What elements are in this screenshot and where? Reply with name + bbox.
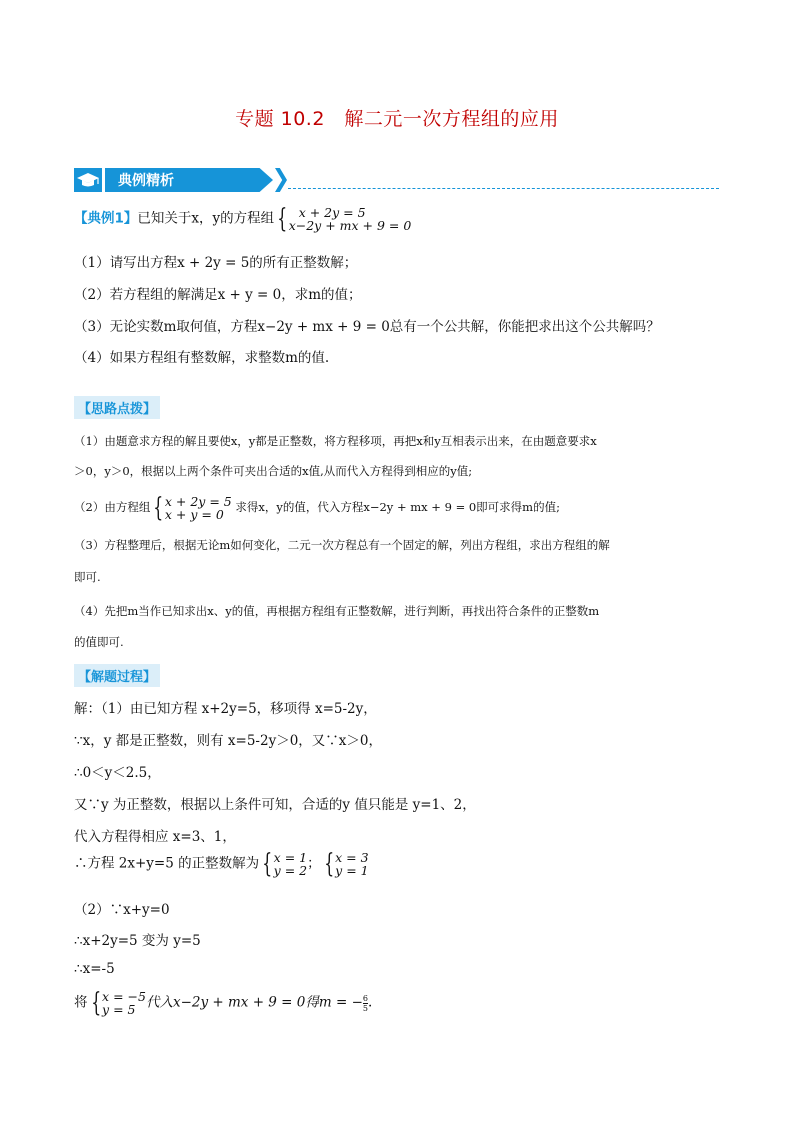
graduation-cap-icon [74, 168, 102, 192]
hint-tag: 【思路点拨】 [74, 396, 160, 419]
left-brace: { [323, 849, 334, 879]
hint-2-suffix: 求得x，y的值，代入方程x−2y + mx + 9 = 0即可求得m的值; [235, 500, 560, 514]
solution-line-9: ∴x=-5 [74, 961, 115, 977]
solution-line-6 [74, 851, 369, 877]
solution-line-7: （2）∵x+y=0 [74, 902, 170, 918]
separator: ； [307, 855, 321, 872]
solution-line-6-text: ∴方程 2x+y=5 的正整数解为 [74, 855, 260, 872]
left-brace: { [277, 204, 288, 234]
solution-line-2: ∵x，y 都是正整数，则有 x=5-2y＞0，又∵x＞0， [74, 733, 382, 749]
equation-2: x + y = 0 [164, 507, 224, 522]
dashed-divider [288, 188, 719, 189]
solution-line-1: 解：（1）由已知方程 x+2y=5，移项得 x=5-2y， [74, 701, 377, 717]
question-3: （3）无论实数m取何值，方程x−2y + mx + 9 = 0总有一个公共解，你能把求出这个公共解吗？ [74, 319, 660, 335]
chevron-right-icon [275, 168, 287, 192]
substitution-x: x = −5 [102, 989, 146, 1004]
question-1: （1）请写出方程x + 2y = 5的所有正整数解； [74, 255, 358, 271]
solution-line-3: ∴0＜y＜2.5， [74, 765, 161, 781]
equation-2: x−2y + mx + 9 = 0 [288, 218, 412, 233]
hint-4a: （4）先把m当作已知求出x、y的值，再根据方程组有正整数解，进行判断，再找出符合条件的正整数m [74, 604, 600, 618]
solution-pair-2-x: x = 3 [335, 850, 369, 865]
hint-2 [74, 495, 560, 521]
example-header [74, 206, 411, 232]
example-tag: 【典例1】 [74, 210, 138, 227]
fraction-denominator: 5 [362, 1003, 368, 1013]
period: . [367, 994, 373, 1011]
section-label: 典例精析 [118, 173, 174, 189]
solution-pair-2-y: y = 1 [335, 863, 369, 878]
left-brace: { [153, 493, 164, 523]
solution-line-5: 代入方程得相应 x=3、1， [74, 829, 236, 845]
question-4: （4）如果方程组有整数解，求整数m的值. [74, 350, 330, 366]
example-intro: 已知关于x，y的方程组 [137, 210, 275, 227]
hint-1a: （1）由题意求方程的解且要使x，y都是正整数，将方程移项，再把x和y互相表示出来，在由题意要求x [74, 434, 597, 448]
hint-header [74, 396, 160, 419]
solution-line-10-eq: 代入x−2y + mx + 9 = 0得m = − [145, 994, 363, 1011]
solution-pair-1-y: y = 2 [273, 863, 308, 878]
equation-system [289, 206, 412, 232]
left-brace: { [90, 988, 101, 1018]
hint-4b: 的值即可. [74, 635, 124, 649]
hint-1b: ＞0，y＞0，根据以上两个条件可夹出合适的x值,从而代入方程得到相应的y值; [74, 464, 473, 478]
hint-2-prefix: （2）由方程组 [74, 500, 151, 514]
equation-1: x + 2y = 5 [298, 205, 366, 220]
substitution-y: y = 5 [102, 1002, 136, 1017]
solution-header [74, 664, 160, 687]
fraction-numerator: 6 [362, 993, 368, 1003]
equation-system [165, 495, 232, 521]
page-title: 专题 10.2 解二元一次方程组的应用 [235, 108, 559, 130]
question-2: （2）若方程组的解满足x + y = 0，求m的值； [74, 287, 362, 303]
solution-line-4: 又∵y 为正整数，根据以上条件可知，合适的y 值只能是 y=1、2， [74, 797, 476, 813]
solution-pair-2 [335, 851, 368, 877]
solution-pair-1-x: x = 1 [273, 850, 308, 865]
hint-3a: （3）方程整理后，根据无论m如何变化，二元一次方程总有一个固定的解，列出方程组，求出方程组的解 [74, 538, 610, 552]
solution-line-10 [74, 990, 372, 1016]
solution-tag: 【解题过程】 [74, 664, 160, 687]
section-banner [74, 166, 719, 194]
hint-3b: 即可. [74, 570, 101, 584]
equation-1: x + 2y = 5 [164, 494, 232, 509]
substitution-pair [102, 990, 146, 1016]
solution-line-10-prefix: 将 [74, 994, 88, 1011]
solution-line-8: ∴x+2y=5 变为 y=5 [74, 933, 201, 949]
solution-pair-1 [274, 851, 307, 877]
left-brace: { [262, 849, 273, 879]
